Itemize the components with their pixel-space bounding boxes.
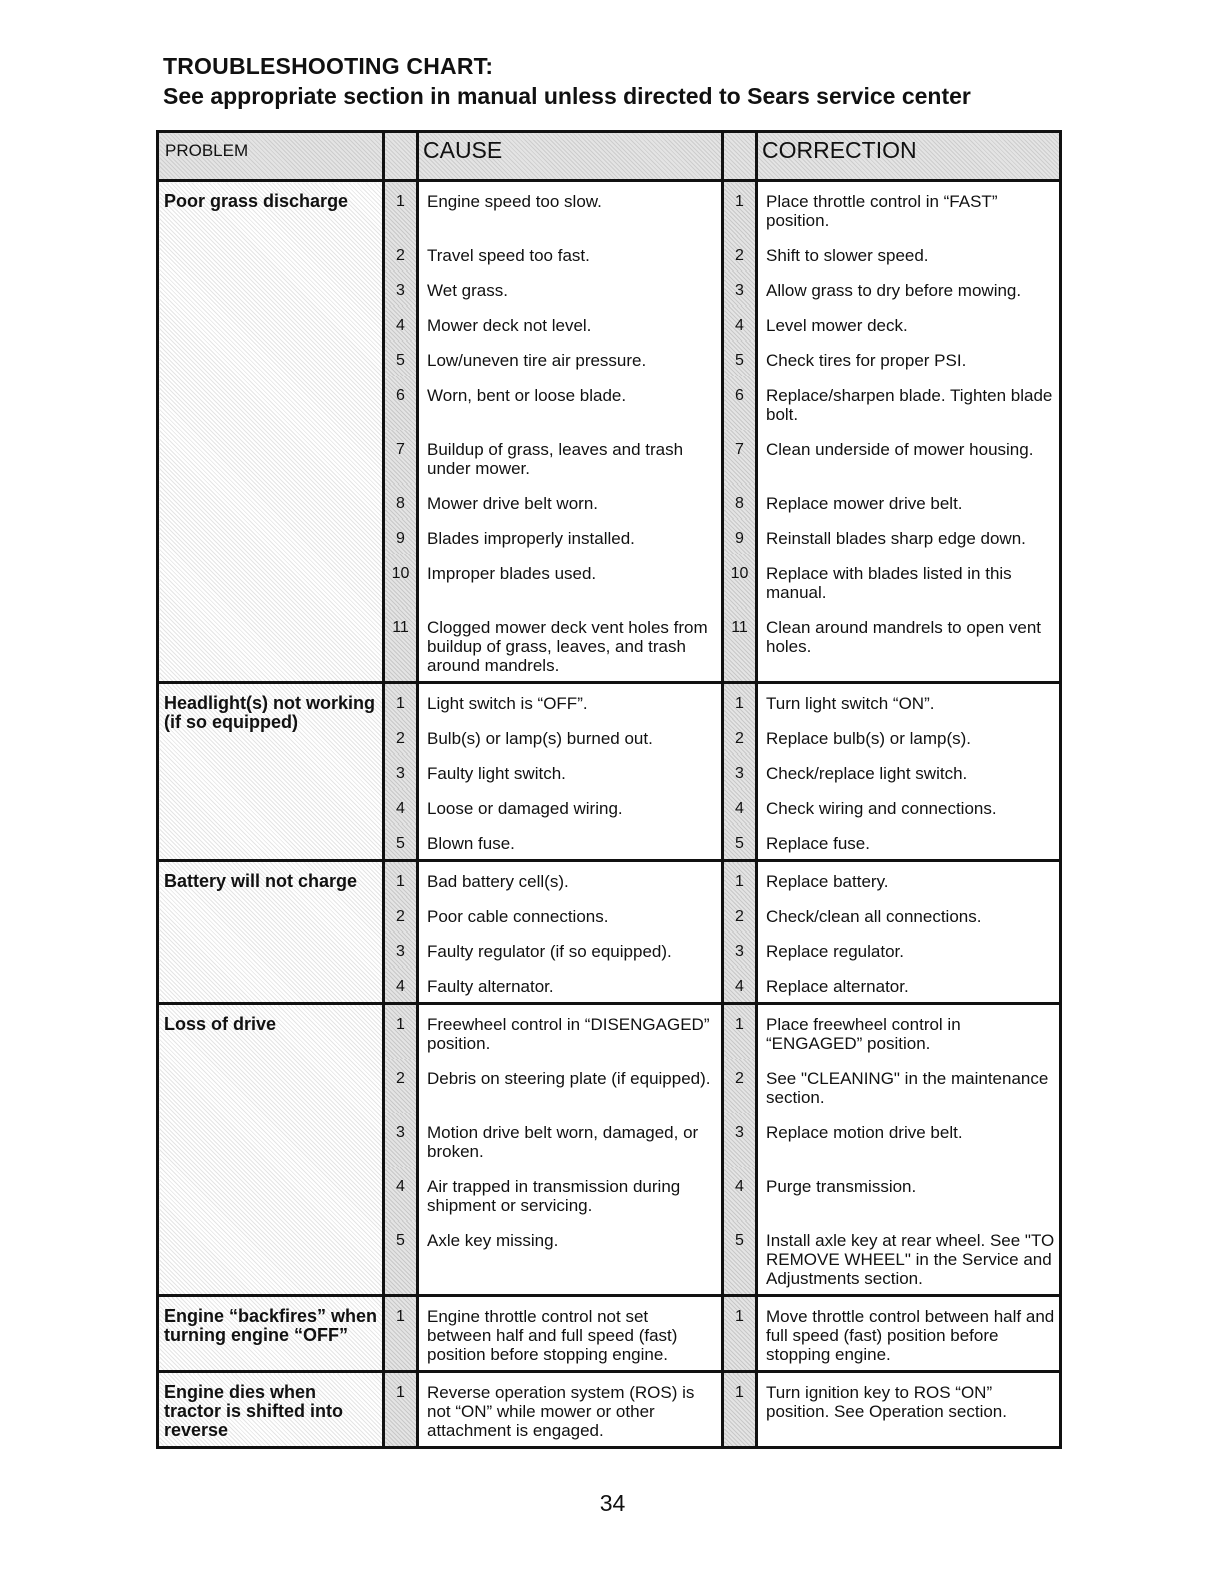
correction-number: 1 xyxy=(723,1372,757,1448)
correction-cell: Replace/sharpen blade. Tighten blade bolt. xyxy=(757,376,1061,430)
correction-number: 1 xyxy=(723,683,757,720)
problem-cell: Battery will not charge xyxy=(158,861,384,1004)
correction-cell: Check tires for proper PSI. xyxy=(757,341,1061,376)
cause-cell: Bad battery cell(s). xyxy=(418,861,723,898)
cause-number: 8 xyxy=(384,484,418,519)
correction-cell: Place throttle control in “FAST” position. xyxy=(757,181,1061,237)
correction-cell: Move throttle control between half and full speed (fast) position before stopping engine. xyxy=(757,1296,1061,1372)
correction-cell: Turn ignition key to ROS “ON” position. See Operation section. xyxy=(757,1372,1061,1448)
correction-cell: Place freewheel control in “ENGAGED” position. xyxy=(757,1004,1061,1060)
table-row xyxy=(158,1296,1061,1372)
cause-cell: Reverse operation system (ROS) is not “ON” while mower or other attachment is engaged. xyxy=(418,1372,723,1448)
cause-number: 1 xyxy=(384,861,418,898)
cause-cell: Faulty alternator. xyxy=(418,967,723,1004)
correction-number: 9 xyxy=(723,519,757,554)
cause-number: 10 xyxy=(384,554,418,608)
correction-cell: Replace bulb(s) or lamp(s). xyxy=(757,719,1061,754)
cause-cell: Poor cable connections. xyxy=(418,897,723,932)
correction-number: 1 xyxy=(723,1296,757,1372)
correction-number: 2 xyxy=(723,236,757,271)
correction-number: 2 xyxy=(723,897,757,932)
cause-number: 3 xyxy=(384,1113,418,1167)
correction-number: 4 xyxy=(723,789,757,824)
correction-number: 7 xyxy=(723,430,757,484)
correction-number: 2 xyxy=(723,719,757,754)
correction-number: 5 xyxy=(723,341,757,376)
cause-cell: Travel speed too fast. xyxy=(418,236,723,271)
cause-cell: Light switch is “OFF”. xyxy=(418,683,723,720)
cause-number: 4 xyxy=(384,1167,418,1221)
correction-cell: Replace with blades listed in this manual. xyxy=(757,554,1061,608)
cause-cell: Motion drive belt worn, damaged, or broken. xyxy=(418,1113,723,1167)
correction-cell: Replace regulator. xyxy=(757,932,1061,967)
correction-cell: Check wiring and connections. xyxy=(757,789,1061,824)
correction-number: 1 xyxy=(723,861,757,898)
cause-number: 1 xyxy=(384,1296,418,1372)
header-cause-number xyxy=(384,132,418,181)
cause-number: 1 xyxy=(384,1372,418,1448)
header-cause: CAUSE xyxy=(418,132,723,181)
cause-cell: Faulty light switch. xyxy=(418,754,723,789)
header-correction: CORRECTION xyxy=(757,132,1061,181)
cause-number: 4 xyxy=(384,967,418,1004)
troubleshooting-table xyxy=(156,130,1062,1449)
correction-number: 3 xyxy=(723,1113,757,1167)
page-subtitle: See appropriate section in manual unless directed to Sears service center xyxy=(163,83,971,109)
correction-number: 2 xyxy=(723,1059,757,1113)
header-problem: PROBLEM xyxy=(158,132,384,181)
table-row xyxy=(158,1372,1061,1448)
correction-number: 4 xyxy=(723,1167,757,1221)
correction-cell: Replace mower drive belt. xyxy=(757,484,1061,519)
correction-number: 8 xyxy=(723,484,757,519)
cause-number: 3 xyxy=(384,932,418,967)
cause-number: 4 xyxy=(384,789,418,824)
cause-cell: Axle key missing. xyxy=(418,1221,723,1296)
cause-number: 7 xyxy=(384,430,418,484)
correction-cell: Allow grass to dry before mowing. xyxy=(757,271,1061,306)
correction-number: 4 xyxy=(723,967,757,1004)
cause-number: 3 xyxy=(384,754,418,789)
cause-cell: Freewheel control in “DISENGAGED” position. xyxy=(418,1004,723,1060)
cause-number: 2 xyxy=(384,236,418,271)
cause-number: 11 xyxy=(384,608,418,683)
cause-number: 5 xyxy=(384,1221,418,1296)
cause-cell: Clogged mower deck vent holes from buildup of grass, leaves, and trash around mandrels. xyxy=(418,608,723,683)
problem-cell: Poor grass discharge xyxy=(158,181,384,683)
cause-cell: Blades improperly installed. xyxy=(418,519,723,554)
correction-cell: Replace motion drive belt. xyxy=(757,1113,1061,1167)
cause-cell: Low/uneven tire air pressure. xyxy=(418,341,723,376)
problem-cell: Engine “backfires” when turning engine “OFF” xyxy=(158,1296,384,1372)
correction-number: 3 xyxy=(723,932,757,967)
cause-cell: Worn, bent or loose blade. xyxy=(418,376,723,430)
cause-cell: Faulty regulator (if so equipped). xyxy=(418,932,723,967)
cause-number: 5 xyxy=(384,341,418,376)
table-row xyxy=(158,861,1061,898)
problem-cell: Headlight(s) not working (if so equipped) xyxy=(158,683,384,861)
correction-cell: Purge transmission. xyxy=(757,1167,1061,1221)
correction-number: 4 xyxy=(723,306,757,341)
cause-number: 1 xyxy=(384,181,418,237)
cause-cell: Wet grass. xyxy=(418,271,723,306)
cause-number: 1 xyxy=(384,683,418,720)
cause-cell: Improper blades used. xyxy=(418,554,723,608)
cause-number: 2 xyxy=(384,1059,418,1113)
cause-number: 4 xyxy=(384,306,418,341)
correction-number: 5 xyxy=(723,1221,757,1296)
correction-cell: Clean underside of mower housing. xyxy=(757,430,1061,484)
cause-number: 5 xyxy=(384,824,418,861)
cause-number: 2 xyxy=(384,897,418,932)
cause-number: 6 xyxy=(384,376,418,430)
page-number: 34 xyxy=(599,1490,626,1516)
table-row xyxy=(158,1004,1061,1060)
cause-number: 2 xyxy=(384,719,418,754)
correction-number: 11 xyxy=(723,608,757,683)
correction-number: 10 xyxy=(723,554,757,608)
cause-cell: Mower drive belt worn. xyxy=(418,484,723,519)
correction-cell: Check/replace light switch. xyxy=(757,754,1061,789)
cause-number: 9 xyxy=(384,519,418,554)
cause-cell: Air trapped in transmission during shipment or servicing. xyxy=(418,1167,723,1221)
correction-cell: Check/clean all connections. xyxy=(757,897,1061,932)
page-title: TROUBLESHOOTING CHART: xyxy=(163,53,494,79)
correction-cell: Clean around mandrels to open vent holes. xyxy=(757,608,1061,683)
correction-number: 5 xyxy=(723,824,757,861)
table-row xyxy=(158,181,1061,237)
cause-cell: Bulb(s) or lamp(s) burned out. xyxy=(418,719,723,754)
cause-cell: Loose or damaged wiring. xyxy=(418,789,723,824)
table-header-row xyxy=(158,132,1061,181)
correction-cell: Install axle key at rear wheel. See "TO REMOVE WHEEL" in the Service and Adjustments section. xyxy=(757,1221,1061,1296)
problem-cell: Engine dies when tractor is shifted into reverse xyxy=(158,1372,384,1448)
table-row xyxy=(158,683,1061,720)
cause-number: 1 xyxy=(384,1004,418,1060)
correction-cell: Replace fuse. xyxy=(757,824,1061,861)
correction-cell: Turn light switch “ON”. xyxy=(757,683,1061,720)
correction-number: 1 xyxy=(723,1004,757,1060)
correction-cell: Shift to slower speed. xyxy=(757,236,1061,271)
cause-cell: Engine throttle control not set between half and full speed (fast) position before stopping engine. xyxy=(418,1296,723,1372)
correction-cell: Level mower deck. xyxy=(757,306,1061,341)
cause-cell: Mower deck not level. xyxy=(418,306,723,341)
correction-number: 3 xyxy=(723,754,757,789)
page-header xyxy=(163,52,971,110)
cause-cell: Engine speed too slow. xyxy=(418,181,723,237)
correction-cell: Reinstall blades sharp edge down. xyxy=(757,519,1061,554)
cause-cell: Debris on steering plate (if equipped). xyxy=(418,1059,723,1113)
correction-cell: Replace alternator. xyxy=(757,967,1061,1004)
cause-cell: Blown fuse. xyxy=(418,824,723,861)
cause-number: 3 xyxy=(384,271,418,306)
cause-cell: Buildup of grass, leaves and trash under mower. xyxy=(418,430,723,484)
correction-number: 3 xyxy=(723,271,757,306)
correction-number: 6 xyxy=(723,376,757,430)
problem-cell: Loss of drive xyxy=(158,1004,384,1296)
header-correction-number xyxy=(723,132,757,181)
correction-cell: Replace battery. xyxy=(757,861,1061,898)
correction-cell: See "CLEANING" in the maintenance section. xyxy=(757,1059,1061,1113)
table-body xyxy=(158,181,1061,1448)
correction-number: 1 xyxy=(723,181,757,237)
